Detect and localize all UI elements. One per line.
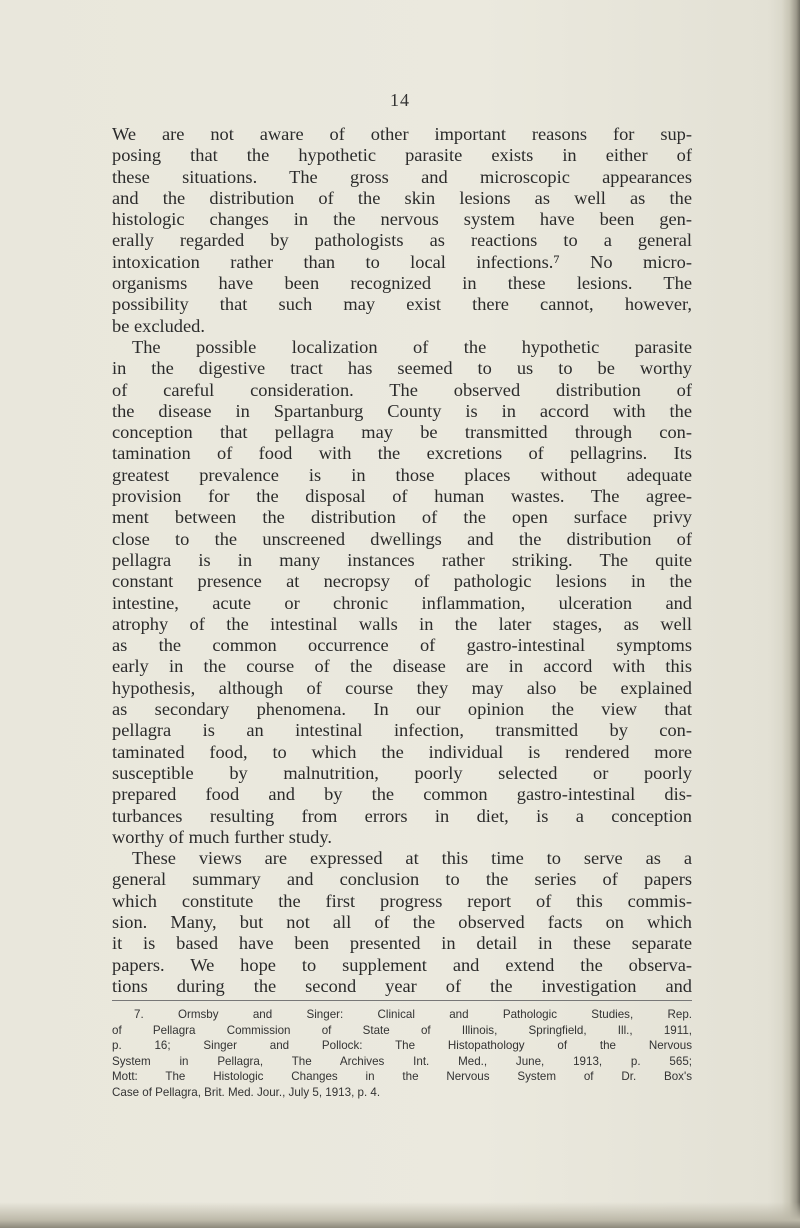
footnote-line: System in Pellagra, The Archives Int. Med., June, 1913, p. 565; [112, 1054, 692, 1068]
text-line: susceptible by malnutrition, poorly selected or poorly [112, 762, 692, 783]
text-line: prepared food and by the common gastro-intestinal dis- [112, 784, 692, 805]
text-line: tions during the second year of the investigation and [112, 975, 692, 996]
text-line: intestine, acute or chronic inflammation, ulceration and [112, 592, 692, 613]
text-line: tamination of food with the excretions of pellagrins. Its [112, 443, 692, 464]
footnote-line: p. 16; Singer and Pollock: The Histopathology of the Nervous [112, 1039, 692, 1053]
footnote-divider [112, 1000, 692, 1001]
text-line: as the common occurrence of gastro-intestinal symptoms [112, 635, 692, 656]
text-line: hypothesis, although of course they may also be explained [112, 677, 692, 698]
text-line: and the distribution of the skin lesions as well as the [112, 187, 692, 208]
text-line: be excluded. [112, 315, 205, 336]
footnote-line: 7. Ormsby and Singer: Clinical and Pathologic Studies, Rep. [134, 1008, 692, 1021]
text-line: worthy of much further study. [112, 826, 332, 847]
text-line: These views are expressed at this time to serve as a [132, 848, 692, 869]
text-line: it is based have been presented in detail in these separate [112, 933, 692, 954]
footnotes [112, 1007, 692, 1101]
text-line: which constitute the first progress report of this commis- [112, 890, 692, 911]
text-line: We are not aware of other important reasons for sup- [112, 124, 692, 144]
text-line: taminated food, to which the individual is rendered more [112, 741, 692, 762]
text-line: organisms have been recognized in these lesions. The [112, 273, 692, 294]
page-bottom-shadow [0, 1202, 800, 1228]
text-line: turbances resulting from errors in diet, is a conception [112, 805, 692, 826]
text-line: conception that pellagra may be transmitted through con- [112, 422, 692, 443]
text-line: intoxication rather than to local infections.⁷ No micro- [112, 251, 692, 272]
text-line: papers. We hope to supplement and extend the observa- [112, 954, 692, 975]
text-line: these situations. The gross and microscopic appearances [112, 166, 692, 187]
text-line: general summary and conclusion to the series of papers [112, 869, 692, 890]
text-line: The possible localization of the hypothetic parasite [132, 336, 692, 357]
text-line: greatest prevalence is in those places without adequate [112, 464, 692, 485]
text-line: of careful consideration. The observed distribution of [112, 379, 692, 400]
text-line: in the digestive tract has seemed to us to be worthy [112, 358, 692, 379]
page-edge-shadow [782, 0, 800, 1228]
page-number: 14 [390, 90, 410, 110]
text-line: posing that the hypothetic parasite exists in either of [112, 145, 692, 166]
text-line: the disease in Spartanburg County is in accord with the [112, 400, 692, 421]
text-line: close to the unscreened dwellings and the distribution of [112, 528, 692, 549]
footnote-line: of Pellagra Commission of State of Illinois, Springfield, Ill., 1911, [112, 1023, 692, 1037]
text-line: sion. Many, but not all of the observed facts on which [112, 911, 692, 932]
text-line: erally regarded by pathologists as reactions to a general [112, 230, 692, 251]
text-line: atrophy of the intestinal walls in the later stages, as well [112, 613, 692, 634]
text-line: as secondary phenomena. In our opinion the view that [112, 699, 692, 720]
footnote-line: Mott: The Histologic Changes in the Nervous System of Dr. Box's [112, 1070, 692, 1084]
text-line: early in the course of the disease are in accord with this [112, 656, 692, 677]
text-line: provision for the disposal of human wastes. The agree- [112, 486, 692, 507]
body-text [112, 124, 692, 997]
footnote-line: Case of Pellagra, Brit. Med. Jour., July 5, 1913, p. 4. [112, 1085, 381, 1099]
text-line: histologic changes in the nervous system have been gen- [112, 209, 692, 230]
text-line: pellagra is an intestinal infection, transmitted by con- [112, 720, 692, 741]
text-line: pellagra is in many instances rather striking. The quite [112, 549, 692, 570]
text-line: possibility that such may exist there cannot, however, [112, 294, 692, 315]
text-line: constant presence at necropsy of pathologic lesions in the [112, 571, 692, 592]
text-line: ment between the distribution of the open surface privy [112, 507, 692, 528]
